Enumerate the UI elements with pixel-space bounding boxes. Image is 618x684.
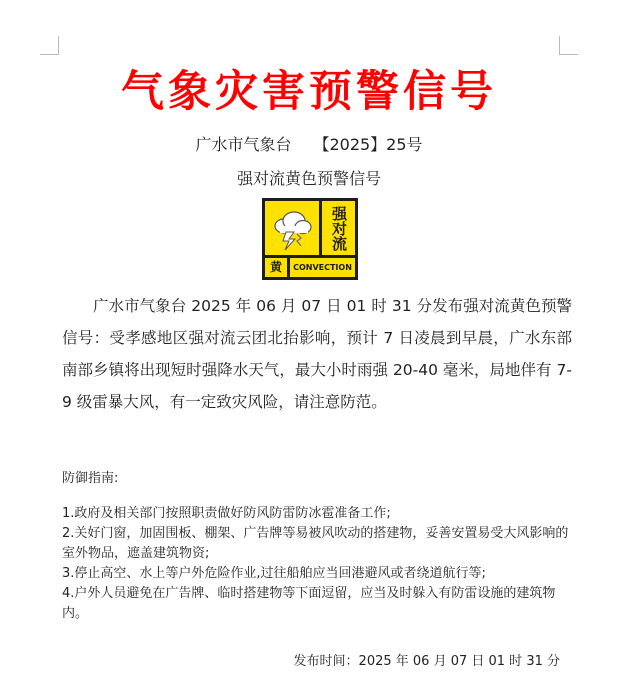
badge-label: 强对流: [330, 205, 348, 251]
guide-item: 3.停止高空、水上等户外危险作业,过往船舶应当回港避风或者绕道航行等;: [62, 566, 486, 581]
guide-item: 4.户外人员避免在广告牌、临时搭建物等下面逗留，应当及时躲入有防雷设施的建筑物内。: [62, 586, 556, 621]
warning-signal-badge: [262, 198, 358, 280]
badge-label-panel: [322, 201, 355, 255]
guide-item: 2.关好门窗，加固围板、棚架、广告牌等易被风吹动的搭建物，妥善安置易受大风影响的室外物品，遮盖建筑物资;: [62, 526, 569, 561]
guide-item: 1.政府及相关部门按照职责做好防风防雷防冰雹准备工作;: [62, 506, 391, 521]
publish-time: 发布时间：2025 年 06 月 07 日 01 时 31 分: [293, 654, 560, 669]
guide-list: [62, 504, 572, 624]
page-corner-mark-right: [559, 36, 578, 55]
thunderstorm-cloud-icon: [268, 204, 316, 252]
badge-english-label: CONVECTION: [290, 258, 355, 277]
badge-level: 黄: [265, 258, 287, 277]
doc-number: 【2025】25号: [313, 135, 423, 154]
issuer-line: [0, 132, 618, 155]
main-title: 气象灾害预警信号: [121, 67, 497, 117]
guide-title: 防御指南:: [62, 471, 119, 486]
warning-body-text: 广水市气象台 2025 年 06 月 07 日 01 时 31 分发布强对流黄色预警信号：受孝感地区强对流云团北抬影响，预计 7 日凌晨到早晨，广水东部南部乡镇将出现短时强降水天气，最大小时雨强 20-40 毫米，局地伴有 7-9 级雷暴大风，有一定致灾风险，请注意防范。: [62, 297, 572, 411]
page-corner-mark-left: [40, 36, 59, 55]
signal-name: 强对流黄色预警信号: [236, 169, 381, 188]
issuer-name: 广水市气象台: [195, 135, 292, 154]
